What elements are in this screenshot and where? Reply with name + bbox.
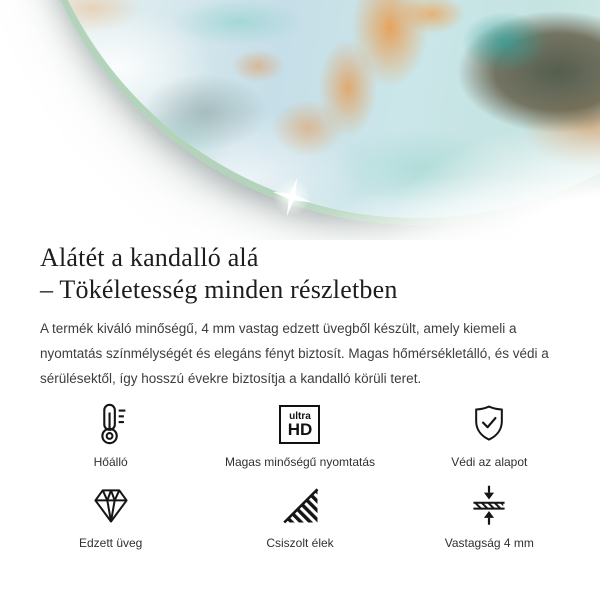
feature-heat-resistant [16,401,205,470]
diamond-icon [89,482,133,528]
thickness-icon [467,482,511,528]
feature-tempered-glass [16,482,205,551]
sparkle-icon [270,175,314,219]
ultra-hd-icon-text-top: ultra [289,410,311,422]
feature-protects-base [395,401,584,470]
feature-label: Edzett üveg [78,536,143,550]
product-image [0,0,600,240]
title-line-1: Alátét a kandalló alá [40,243,259,272]
feature-label: Csiszolt élek [266,536,334,550]
features-grid [0,401,600,551]
feature-thickness [395,482,584,551]
feature-print-quality [205,401,394,470]
feature-label: Magas minőségű nyomtatás [224,455,376,469]
product-description: A termék kiváló minőségű, 4 mm vastag edzett üvegből készült, amely kiemeli a nyomtatás színmélységét és elegáns fényt biztosít. Magas hőmérsékletálló, és védi a sérülésektől, így hosszú évekre biztosítja a kandalló körüli teret. [40,321,549,386]
page-title [40,240,560,306]
ultra-hd-icon-text-bottom: HD [287,419,313,439]
title-line-2: – Tökéletesség minden részletben [40,275,398,304]
feature-label: Hőálló [93,455,128,469]
ultra-hd-icon [279,401,320,447]
feature-label: Vastagság 4 mm [444,536,534,550]
polished-edges-icon [279,482,321,528]
feature-label: Védi az alapot [451,455,528,469]
shield-check-icon [467,401,511,447]
feature-polished-edges [205,482,394,551]
thermometer-icon [88,401,134,447]
